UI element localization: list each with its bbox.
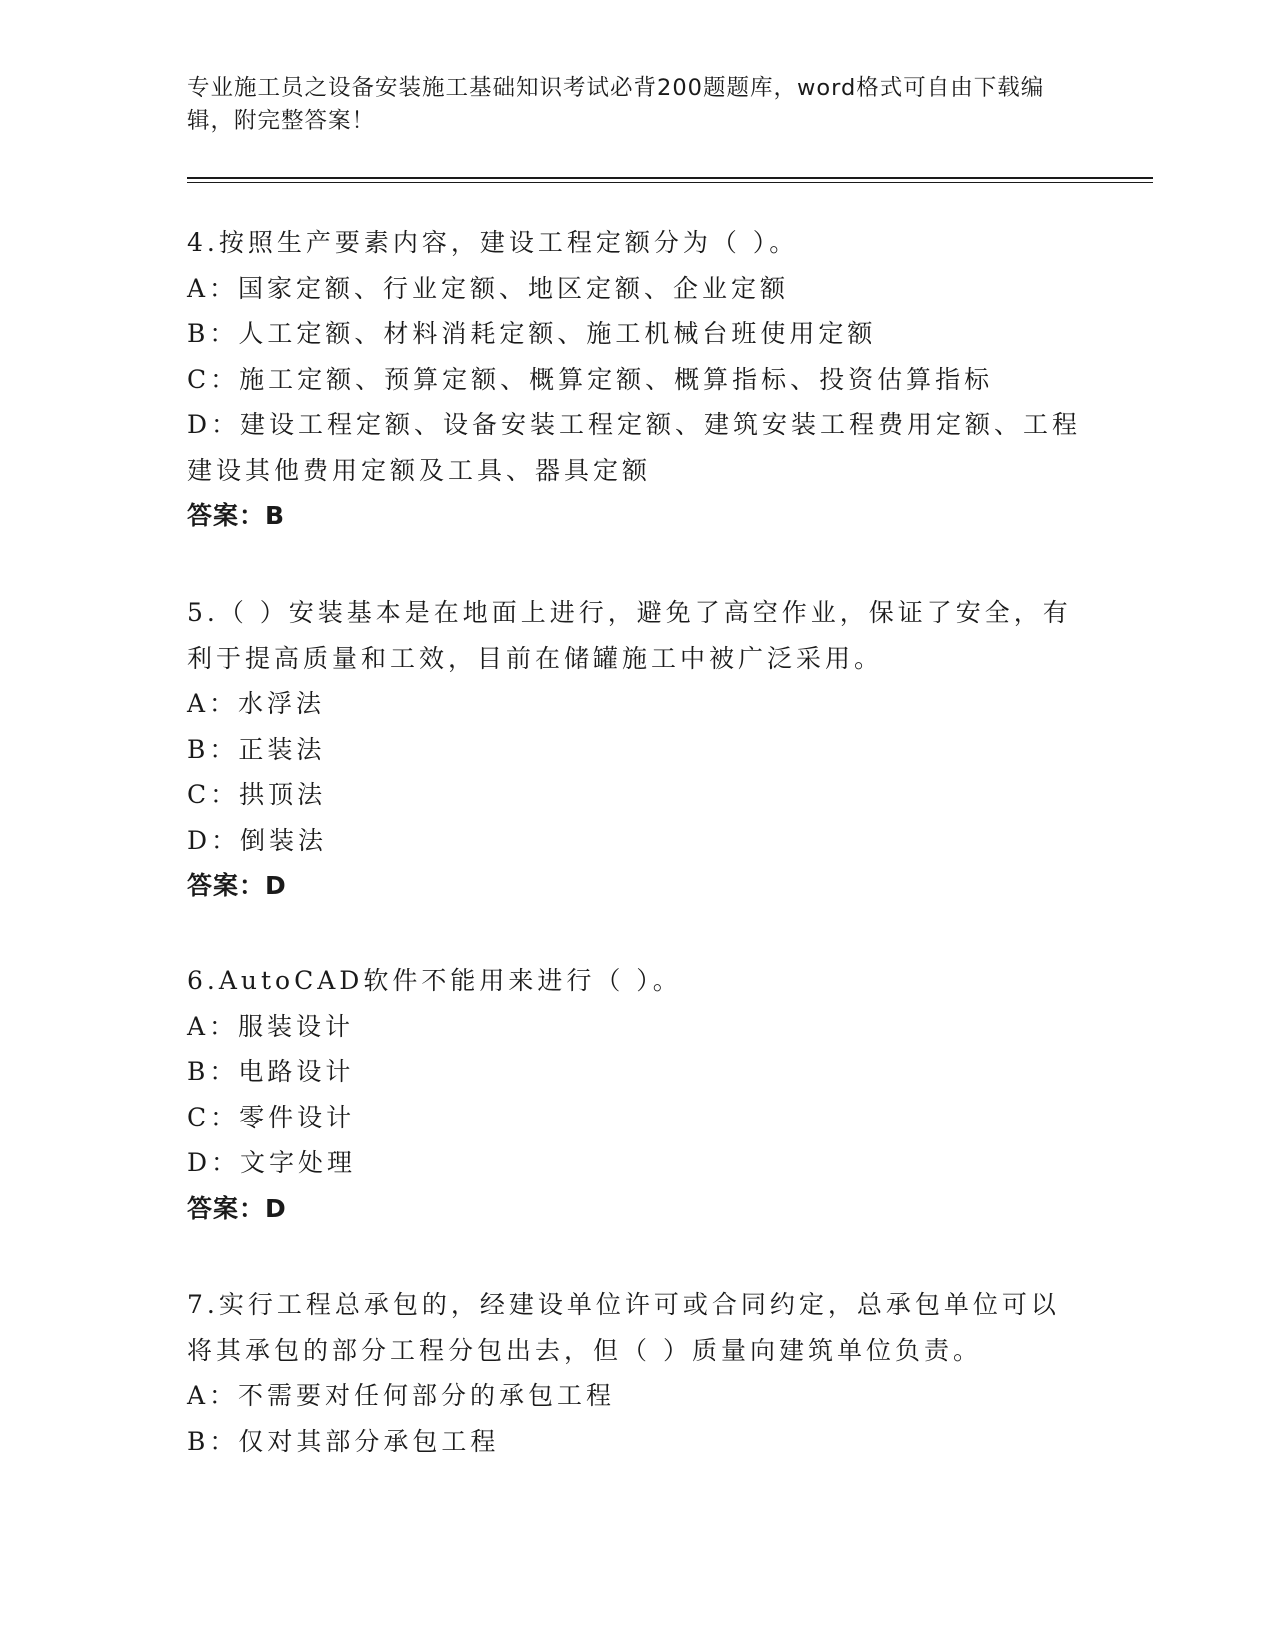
option-a: A：服装设计 (187, 1011, 355, 1041)
option-b: B：人工定额、材料消耗定额、施工机械台班使用定额 (187, 319, 877, 348)
question-7 (187, 1282, 1087, 1464)
question-5 (187, 590, 1087, 909)
answer: 答案：D (187, 871, 287, 900)
header-divider-thin (187, 182, 1153, 183)
header-title: 专业施工员之设备安装施工基础知识考试必背200题题库，word格式可自由下载编辑，附完整答案！ (187, 75, 1045, 134)
question-stem: 6.AutoCAD软件不能用来进行（ ）。 (187, 966, 682, 995)
option-a: A：国家定额、行业定额、地区定额、企业定额 (187, 273, 790, 303)
question-4 (187, 220, 1087, 539)
option-c: C：零件设计 (187, 1102, 356, 1132)
option-b: B：正装法 (187, 734, 326, 764)
option-d: D：建设工程定额、设备安装工程定额、建筑安装工程费用定额、工程建设其他费用定额及工具、器具定额 (187, 410, 1082, 485)
question-stem: 5.（ ）安装基本是在地面上进行，避免了高空作业，保证了安全，有利于提高质量和工效，目前在储罐施工中被广泛采用。 (187, 598, 1072, 673)
question-stem: 4.按照生产要素内容，建设工程定额分为（ ）。 (187, 228, 799, 257)
option-c: C：拱顶法 (187, 780, 327, 809)
header-divider-thick (187, 177, 1153, 179)
option-d: D：文字处理 (187, 1148, 357, 1177)
option-b: B：电路设计 (187, 1057, 355, 1086)
answer: 答案：D (187, 1193, 287, 1223)
option-c: C：施工定额、预算定额、概算定额、概算指标、投资估算指标 (187, 364, 994, 394)
option-d: D：倒装法 (187, 825, 328, 855)
question-stem: 7.实行工程总承包的，经建设单位许可或合同约定，总承包单位可以将其承包的部分工程分包出去，但（ ）质量向建筑单位负责。 (187, 1290, 1060, 1365)
question-6 (187, 958, 1087, 1231)
option-a: A：不需要对任何部分的承包工程 (187, 1381, 616, 1410)
document-header (187, 72, 1087, 138)
option-a: A：水浮法 (187, 689, 326, 718)
option-b: B：仅对其部分承包工程 (187, 1426, 500, 1456)
answer: 答案：B (187, 501, 286, 530)
